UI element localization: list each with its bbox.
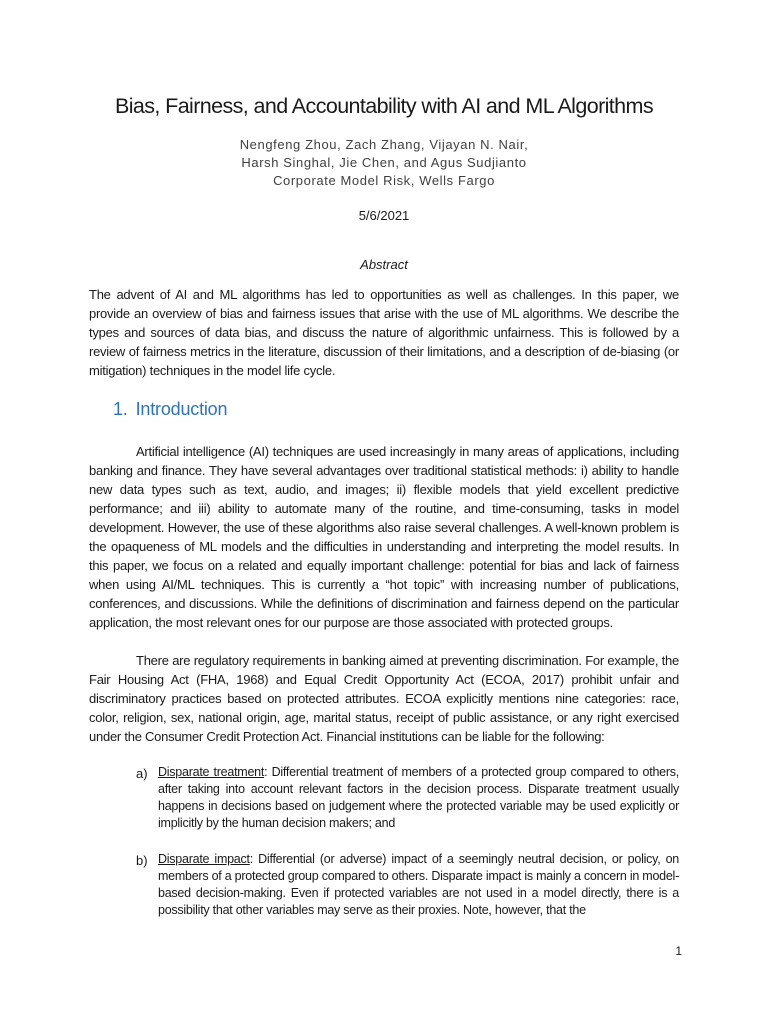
abstract-heading: Abstract (360, 257, 408, 272)
section-heading-introduction (113, 399, 227, 420)
intro-paragraph-1: Artificial intelligence (AI) techniques are used increasingly in many areas of applications, including banking and finance. They have several advantages over traditional statistical methods: i) ability to handle new data types such as text, audio, and images; ii) flexible models that yield excellent predictive performance; and iii) ability to automate many of the routine, and time-consuming, tasks in model development. However, the use of these algorithms also raise several challenges. A well-known problem is the opaqueness of ML models and the difficulties in understanding and interpreting the model results. In this paper, we focus on a related and equally important challenge: potential for bias and lack of fairness when using AI/ML techniques. This is currently a “hot topic” with increasing number of publications, conferences, and discussions. While the definitions of discrimination and fairness depend on the particular application, the most relevant ones for our purpose are those associated with protected groups. (89, 444, 679, 630)
list-item-term: Disparate impact (158, 852, 250, 866)
paper-title: Bias, Fairness, and Accountability with AI and ML Algorithms (114, 94, 653, 118)
list-item-disparate-treatment (136, 764, 679, 832)
list-marker: b) (136, 853, 148, 868)
authors-line-2: Harsh Singhal, Jie Chen, and Agus Sudjianto (241, 155, 527, 170)
affiliation: Corporate Model Risk, Wells Fargo (273, 173, 495, 188)
section-title: Introduction (135, 399, 228, 419)
abstract-text: The advent of AI and ML algorithms has led to opportunities as well as challenges. In this paper, we provide an overview of bias and fairness issues that arise with the use of ML algorithms. We describe the types and sources of data bias, and discuss the nature of algorithmic unfairness. This is followed by a review of fairness metrics in the literature, discussion of their limitations, and a description of de-biasing (or mitigation) techniques in the model life cycle. (89, 287, 679, 378)
list-item-content (158, 851, 679, 919)
intro-paragraph-2: There are regulatory requirements in banking aimed at preventing discrimination. For example, the Fair Housing Act (FHA, 1968) and Equal Credit Opportunity Act (ECOA, 2017) prohibit unfair and discriminatory practices based on protected attributes. ECOA explicitly mentions nine categories: race, color, religion, sex, national origin, age, marital status, receipt of public assistance, or any right exercised under the Consumer Credit Protection Act. Financial institutions can be liable for the following: (89, 653, 679, 744)
list-marker: a) (136, 766, 148, 781)
page-number: 1 (675, 944, 682, 958)
list-item-disparate-impact (136, 851, 679, 919)
list-item-term: Disparate treatment (158, 765, 265, 779)
authors-line-1: Nengfeng Zhou, Zach Zhang, Vijayan N. Nair, (239, 137, 529, 152)
author-block (0, 136, 768, 190)
list-item-text: : Differential treatment of members of a protected group compared to others, after taking into account relevant factors in the decision process. Disparate treatment usually happens in decisions based on judgement where the protected variable may be used explicitly or implicitly by the human decision makers; and (158, 765, 679, 830)
list-item-content (158, 764, 679, 832)
section-number: 1. (113, 399, 128, 419)
list-item-text: : Differential (or adverse) impact of a seemingly neutral decision, or policy, on members of a protected group compared to others. Disparate impact is mainly a concern in model-based decision-making. Even if protected variables are not used in a model directly, there is a possibility that other variables may serve as their proxies. Note, however, that the (158, 852, 680, 917)
paper-date: 5/6/2021 (358, 208, 410, 223)
